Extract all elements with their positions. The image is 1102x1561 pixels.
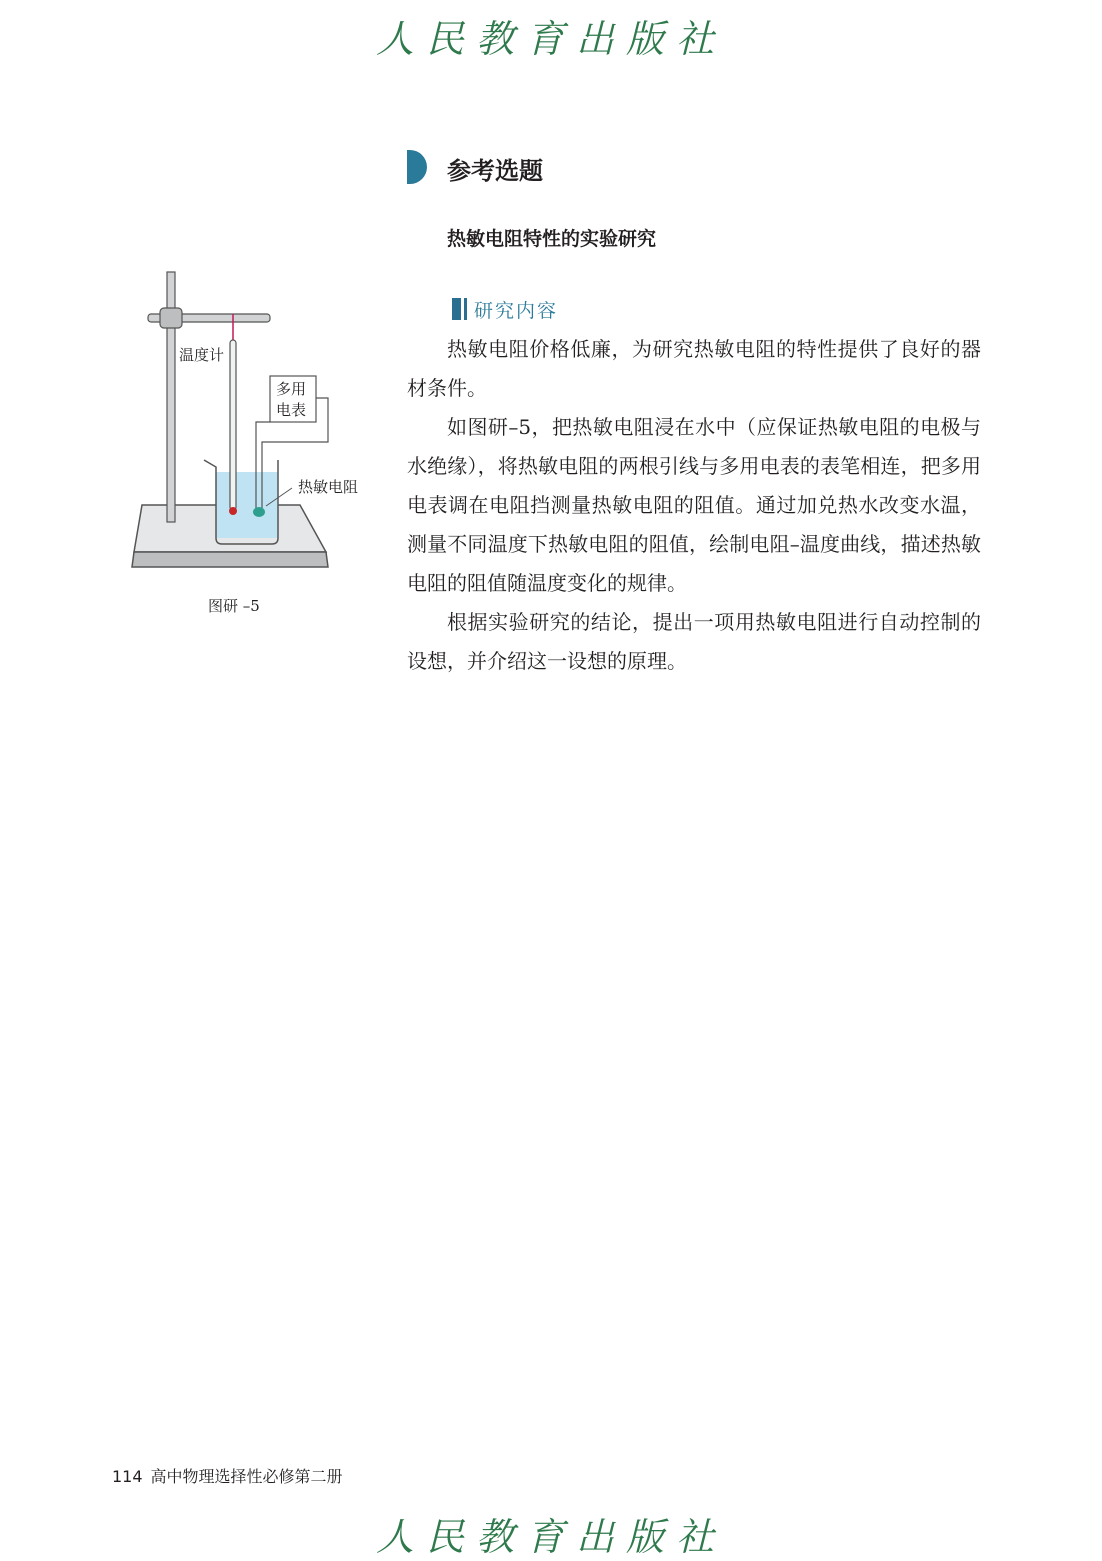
topic-title: 热敏电阻特性的实验研究 — [447, 228, 657, 250]
publisher-logo-top: 人民教育出版社 — [375, 17, 726, 61]
page-number: 114 — [112, 1467, 143, 1486]
thermistor-label: 热敏电阻 — [298, 478, 359, 496]
section-title: 参考选题 — [447, 157, 543, 185]
paragraph: 根据实验研究的结论，提出一项用热敏电阻进行自动控制的设想，并介绍这一设想的原理。 — [407, 610, 981, 673]
apparatus-illustration — [120, 262, 380, 582]
multimeter-label-line1: 多用 — [276, 380, 307, 398]
stand-base-edge — [132, 552, 328, 567]
subheading-text: 研究内容 — [474, 300, 559, 322]
subheading-bar-thin-icon — [464, 298, 467, 320]
paragraph: 热敏电阻价格低廉，为研究热敏电阻的特性提供了良好的器材条件。 — [407, 337, 981, 400]
subheading-bar-icon — [452, 298, 461, 320]
paragraph: 如图研–5，把热敏电阻浸在水中（应保证热敏电阻的电极与水绝缘），将热敏电阻的两根引线与多用电表的表笔相连，把多用电表调在电阻挡测量热敏电阻的阻值。通过加兑热水改变水温，测量不同温度下热敏电阻的阻值，绘制电阻–温度曲线，描述热敏电阻的阻值随温度变化的规律。 — [407, 415, 981, 595]
multimeter-label-line2: 电表 — [276, 401, 307, 419]
book-title: 高中物理选择性必修第二册 — [150, 1467, 343, 1486]
figure-caption: 图研 –5 — [208, 597, 260, 615]
section-marker-icon — [407, 150, 427, 184]
experiment-figure — [120, 262, 380, 582]
beaker-water — [216, 472, 278, 538]
thermometer-label: 温度计 — [179, 346, 225, 364]
page-footer — [112, 1464, 343, 1487]
body-text — [407, 330, 981, 681]
thermometer-bulb — [229, 507, 237, 515]
clamp-boss — [160, 308, 182, 328]
thermometer — [230, 340, 236, 510]
publisher-logo-bottom: 人民教育出版社 — [375, 1515, 726, 1559]
thermistor-element — [253, 507, 265, 517]
